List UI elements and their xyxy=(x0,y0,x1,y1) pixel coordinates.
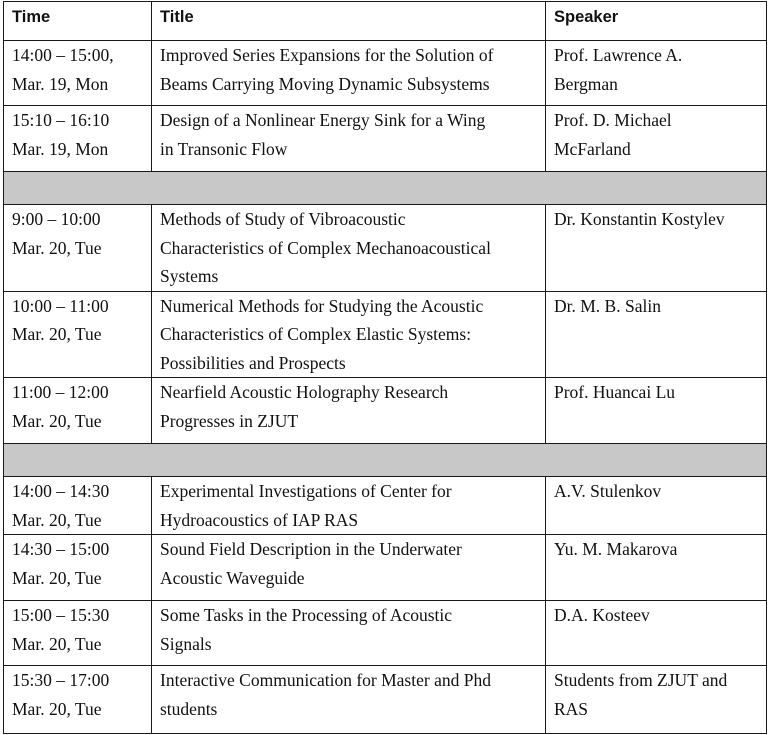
speaker-cell xyxy=(546,601,767,666)
speaker-line: A.V. Stulenkov xyxy=(554,481,662,501)
date: Mar. 20, Tue xyxy=(12,237,102,258)
title-line: Characteristics of Complex Elastic Systems: xyxy=(160,324,472,344)
table-row xyxy=(4,205,767,292)
speaker-line: RAS xyxy=(554,698,589,719)
table-row xyxy=(4,535,767,601)
title-line: Characteristics of Complex Mechanoacoustical xyxy=(160,237,491,258)
title-line: Improved Series Expansions for the Solution of xyxy=(160,45,494,65)
date: Mar. 20, Tue xyxy=(12,633,102,654)
title-line: Methods of Study of Vibroacoustic xyxy=(160,209,406,229)
speaker-cell xyxy=(546,41,767,106)
title-line: Some Tasks in the Processing of Acoustic xyxy=(160,605,453,625)
title-cell xyxy=(152,477,546,535)
time-range: 10:00 – 11:00 xyxy=(12,295,109,316)
speaker-cell xyxy=(546,378,767,444)
time-range: 11:00 – 12:00 xyxy=(12,382,109,402)
speaker-cell xyxy=(546,477,767,535)
title-cell xyxy=(152,205,546,292)
date: Mar. 20, Tue xyxy=(12,410,102,431)
speaker-line: Prof. D. Michael xyxy=(554,110,672,130)
title-cell xyxy=(152,106,546,172)
speaker-cell xyxy=(546,106,767,172)
title-line: Signals xyxy=(160,633,212,654)
break-row xyxy=(4,444,767,477)
date: Mar. 19, Mon xyxy=(12,138,109,159)
header-time: Time xyxy=(4,2,152,41)
table-row xyxy=(4,41,767,106)
table-row xyxy=(4,291,767,378)
time-cell xyxy=(4,666,152,734)
time-range: 9:00 – 10:00 xyxy=(12,209,101,229)
time-cell xyxy=(4,477,152,535)
title-line: Experimental Investigations of Center for xyxy=(160,481,452,501)
speaker-cell xyxy=(546,535,767,601)
time-range: 15:00 – 15:30 xyxy=(12,605,110,625)
header-speaker: Speaker xyxy=(546,2,767,41)
time-range: 14:30 – 15:00 xyxy=(12,539,110,559)
time-cell xyxy=(4,378,152,444)
title-line: Hydroacoustics of IAP RAS xyxy=(160,509,359,530)
speaker-line: Prof. Huancai Lu xyxy=(554,382,676,402)
title-cell xyxy=(152,601,546,666)
table-row xyxy=(4,477,767,535)
title-line: Acoustic Waveguide xyxy=(160,567,305,588)
title-line: Design of a Nonlinear Energy Sink for a Wing xyxy=(160,110,486,130)
title-line: Possibilities and Prospects xyxy=(160,352,346,373)
time-range: 15:30 – 17:00 xyxy=(12,670,110,690)
break-cell xyxy=(4,444,767,477)
schedule-table xyxy=(3,1,767,734)
title-line: Progresses in ZJUT xyxy=(160,410,299,431)
title-line: Interactive Communication for Master and Phd xyxy=(160,670,491,690)
break-cell xyxy=(4,172,767,205)
title-cell xyxy=(152,666,546,734)
speaker-line: Students from ZJUT and xyxy=(554,670,728,690)
time-range: 14:00 – 14:30 xyxy=(12,481,110,501)
time-cell xyxy=(4,535,152,601)
table-row xyxy=(4,666,767,734)
date: Mar. 20, Tue xyxy=(12,567,102,588)
time-range: 15:10 – 16:10 xyxy=(12,110,110,130)
date: Mar. 19, Mon xyxy=(12,73,109,94)
title-line: in Transonic Flow xyxy=(160,138,288,159)
title-line: Systems xyxy=(160,266,219,286)
time-cell xyxy=(4,106,152,172)
time-cell xyxy=(4,291,152,378)
title-line: Beams Carrying Moving Dynamic Subsystems xyxy=(160,73,490,94)
date: Mar. 20, Tue xyxy=(12,509,102,530)
speaker-line: Yu. M. Makarova xyxy=(554,539,678,559)
time-cell xyxy=(4,205,152,292)
time-range: 14:00 – 15:00, xyxy=(12,45,114,65)
date: Mar. 20, Tue xyxy=(12,698,102,719)
time-cell xyxy=(4,41,152,106)
title-cell xyxy=(152,41,546,106)
time-cell xyxy=(4,601,152,666)
speaker-line: D.A. Kosteev xyxy=(554,605,650,625)
header-title: Title xyxy=(152,2,546,41)
title-line: Numerical Methods for Studying the Acoustic xyxy=(160,295,484,316)
date: Mar. 20, Tue xyxy=(12,324,102,344)
speaker-line: Bergman xyxy=(554,73,618,94)
speaker-line: McFarland xyxy=(554,138,631,159)
table-row xyxy=(4,378,767,444)
table-row xyxy=(4,601,767,666)
title-line: students xyxy=(160,698,218,719)
title-line: Nearfield Acoustic Holography Research xyxy=(160,382,449,402)
speaker-cell xyxy=(546,291,767,378)
table-row xyxy=(4,106,767,172)
title-cell xyxy=(152,291,546,378)
break-row xyxy=(4,172,767,205)
title-cell xyxy=(152,378,546,444)
title-line: Sound Field Description in the Underwater xyxy=(160,539,462,559)
speaker-cell xyxy=(546,666,767,734)
speaker-cell xyxy=(546,205,767,292)
title-cell xyxy=(152,535,546,601)
speaker-line: Dr. Konstantin Kostylev xyxy=(554,209,725,229)
speaker-line: Prof. Lawrence A. xyxy=(554,45,683,65)
header-row xyxy=(4,2,767,41)
speaker-line: Dr. M. B. Salin xyxy=(554,295,661,316)
